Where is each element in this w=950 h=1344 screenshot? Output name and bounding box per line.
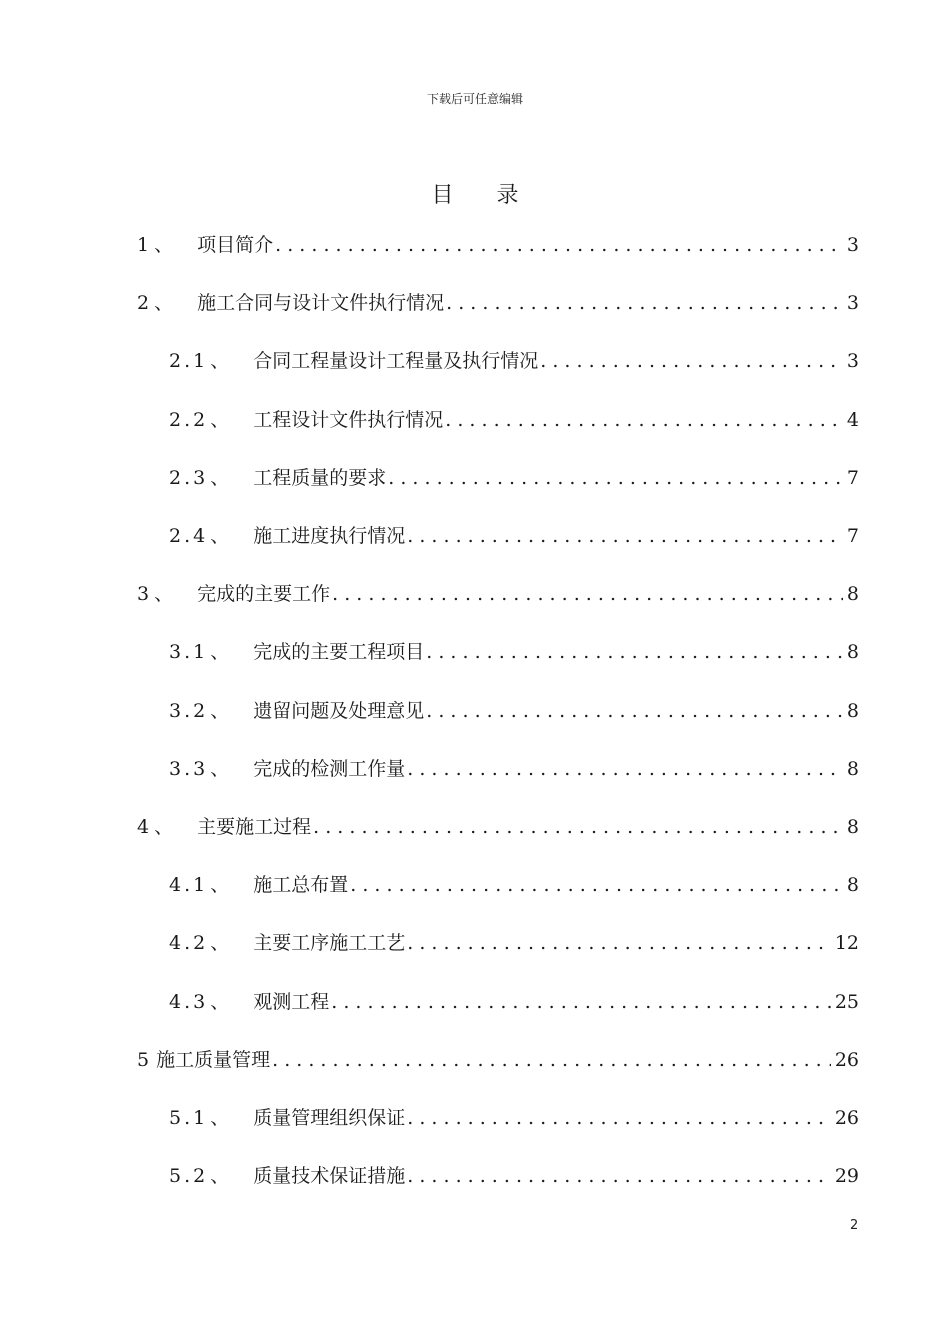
toc-entry[interactable] [169,1161,859,1191]
toc-entry-separator: 、 [210,525,230,547]
toc-entry-title: 完成的主要工程项目 [253,641,425,664]
toc-entry[interactable] [169,928,859,958]
toc-entry[interactable] [169,346,859,376]
toc-dot-leader [426,637,843,667]
toc-entry-number: 3.1 [169,641,209,664]
toc-dot-leader [407,1103,831,1133]
toc-entry-number: 5.2 [169,1165,209,1188]
toc-entry[interactable] [169,405,859,435]
toc-entry-title: 观测工程 [253,990,330,1013]
toc-entry[interactable] [169,637,859,667]
toc-entry[interactable] [169,987,859,1017]
page-number: 2 [850,1218,859,1233]
toc-entry-title: 完成的主要工作 [197,583,331,606]
toc-entry-separator: 、 [210,874,230,897]
toc-entry-page: 26 [834,1048,859,1071]
toc-entry-title: 质量技术保证措施 [253,1165,406,1188]
toc-dot-leader [332,579,843,609]
toc-entry-page: 8 [846,757,859,780]
toc-entry-separator: 、 [210,408,230,431]
toc-dot-leader [446,288,843,318]
toc-entry-page: 12 [834,932,859,955]
toc-entry-separator: 、 [210,350,230,373]
toc-entry-number: 4.3 [169,990,209,1013]
toc-entry-number: 5 [137,1048,153,1071]
toc-entry-title: 施工进度执行情况 [253,525,406,547]
page-header: 下载后可任意编辑 [426,92,523,106]
toc-entry-page: 8 [846,641,859,664]
toc-entry-number: 3 [137,583,153,606]
toc-entry-separator: 、 [210,757,230,780]
toc-entry[interactable] [169,463,859,493]
toc-entry-number: 3.3 [169,757,209,780]
toc-entry-title: 项目简介 [197,234,274,256]
toc-entry[interactable] [169,1103,859,1133]
toc-entry-number: 1 [137,234,153,256]
toc-entry[interactable] [169,754,859,784]
toc-entry-title: 质量管理组织保证 [253,1107,406,1129]
toc-entry-page: 7 [846,525,859,547]
toc-dot-leader [331,987,831,1017]
toc-entry-page: 7 [846,466,859,489]
toc-entry-page: 8 [846,816,859,838]
toc-entry-separator: 、 [154,292,174,315]
toc-entry-separator: 、 [210,932,230,955]
toc-dot-leader [426,696,843,726]
toc-entry-separator: 、 [210,641,230,664]
toc-entry-title: 施工合同与设计文件执行情况 [197,292,445,315]
toc-entry[interactable] [137,812,859,842]
toc-entry-separator: 、 [210,466,230,489]
toc-entry-page: 4 [846,408,859,431]
toc-entry-number: 3.2 [169,699,209,722]
toc-dot-leader [313,812,843,842]
toc-entry[interactable] [137,230,859,260]
toc-dot-leader [407,521,843,551]
toc-entry-page: 29 [834,1165,859,1188]
toc-entry[interactable] [169,521,859,551]
toc-entry-number: 2.4 [169,525,209,547]
toc-entry-page: 3 [846,350,859,373]
toc-entry[interactable] [169,696,859,726]
toc-entry-separator: 、 [210,990,230,1013]
toc-entry-number: 4.1 [169,874,209,897]
toc-entry-title: 合同工程量设计工程量及执行情况 [253,350,539,373]
toc-entry-separator: 、 [154,583,174,606]
toc-dot-leader [407,1161,831,1191]
toc-title: 目 录 [431,183,537,208]
toc-entry-page: 8 [846,699,859,722]
toc-entry-title: 施工总布置 [253,874,349,897]
toc-entry[interactable] [137,288,859,318]
toc-entry-number: 4 [137,816,153,838]
toc-entry-separator: 、 [154,234,174,256]
toc-entry-page: 8 [846,583,859,606]
toc-entry-title: 工程设计文件执行情况 [253,408,444,431]
toc-entry-page: 26 [834,1107,859,1129]
toc-entry-title: 主要工序施工工艺 [253,932,406,955]
toc-entry-separator: 、 [210,1165,230,1188]
toc-entry[interactable] [137,579,859,609]
toc-entry[interactable] [137,1045,859,1075]
toc-entry-number: 2.2 [169,408,209,431]
toc-entry-separator: 、 [210,699,230,722]
toc-dot-leader [445,405,843,435]
toc-dot-leader [540,346,843,376]
toc-entry-separator: 、 [154,816,174,838]
toc-entry-page: 25 [834,990,859,1013]
toc-entry-separator: 、 [210,1107,230,1129]
toc-dot-leader [407,754,843,784]
toc-entry-title: 施工质量管理 [156,1048,271,1071]
toc-entry-title: 工程质量的要求 [253,466,387,489]
toc-entry-page: 8 [846,874,859,897]
toc-entry-page: 3 [846,292,859,315]
toc-entry[interactable] [169,870,859,900]
toc-entry-title: 主要施工过程 [197,816,312,838]
toc-dot-leader [272,1045,831,1075]
toc-dot-leader [388,463,843,493]
toc-entry-number: 5.1 [169,1107,209,1129]
toc-entry-number: 2 [137,292,153,315]
toc-entry-number: 4.2 [169,932,209,955]
toc-dot-leader [350,870,843,900]
toc-entry-title: 完成的检测工作量 [253,757,406,780]
toc-entry-number: 2.3 [169,466,209,489]
toc-dot-leader [407,928,831,958]
toc-entry-title: 遗留问题及处理意见 [253,699,425,722]
toc-dot-leader [275,230,843,260]
toc-entry-page: 3 [846,234,859,256]
toc-entry-number: 2.1 [169,350,209,373]
